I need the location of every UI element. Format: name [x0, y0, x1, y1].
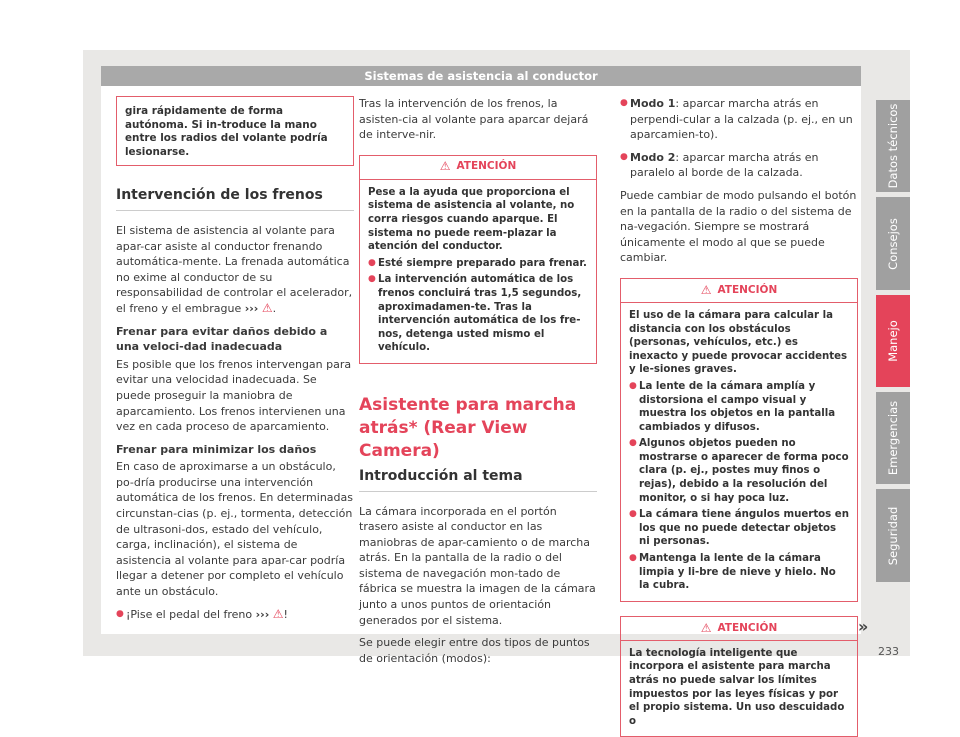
list-item: ● La intervención automática de los frenos concluirá tras 1,5 segundos, aproximadamen-te. Tras la intervención automática de los fre-nos, detenga usted mismo el vehículo.: [368, 273, 588, 355]
subheading: Frenar para minimizar los daños: [116, 442, 317, 456]
list-item: ● ¡Pise el pedal del freno ››› ⚠!: [116, 607, 354, 623]
tab-consejos[interactable]: Consejos: [876, 197, 910, 290]
list-item: ● Mantenga la lente de la cámara limpia y li-bre de nieve y hielo. No la cubra.: [629, 552, 849, 593]
list-item: ● Algunos objetos pueden no mostrarse o aparecer de forma poco clara (p. ej., postes muy finos o rejas), debido a la resolución del monitor, o si hay poca luz.: [629, 437, 849, 505]
page-header: Sistemas de asistencia al conductor: [101, 66, 861, 86]
paragraph: Tras la intervención de los frenos, la asisten-cia al volante para aparcar dejará de interve-nir.: [359, 97, 589, 142]
page-number: 233: [878, 645, 899, 658]
warning-header: ⚠ ATENCIÓN: [621, 617, 857, 641]
subheading: Frenar para evitar daños debido a una veloci-dad inadecuada: [116, 324, 328, 354]
continued-warning-box: gira rápidamente de forma autónoma. Si in-troduce la mano entre los radios del volante podría lesionarse.: [116, 96, 354, 166]
warning-triangle-icon: ⚠: [272, 606, 284, 621]
column-1: [116, 96, 354, 629]
paragraph: Se puede elegir entre dos tipos de puntos de orientación (modos):: [359, 636, 590, 665]
paragraph: La cámara incorporada en el portón trasero asiste al conductor en las maniobras de apar-camiento o de marcha atrás. En la pantalla de la radio o del sistema de navegación mon-tado de fábrica se muestra la imagen de la cámara junto a unos puntos de orientación generados por el sistema.: [359, 504, 596, 627]
paragraph: Puede cambiar de modo pulsando el botón en la pantalla de la radio o del sistema de na-vegación. Siempre se mostrará únicamente el modo al que se puede cambiar.: [620, 188, 857, 265]
warning-body: Pese a la ayuda que proporciona el sistema de asistencia al volante, no corra riesgos cuando aparque. El sistema no puede reem-plazar la atención del conductor. ● Esté siempre preparado para frenar. ● La intervención automática de los frenos concluirá tras 1,5 segundos, aproximadamen-te. Tras la intervención automática de los fre-nos, detenga usted mismo el vehículo.: [360, 180, 596, 363]
cross-reference[interactable]: ›››: [244, 301, 259, 315]
paragraph: En caso de aproximarse a un obstáculo, po-dría producirse una intervención automática de los frenos. En determinadas circunstan-cias (p. ej., tormenta, detección de ultrasoni-dos, estado del vehículo, carga, inclinación), el sistema de asistencia al volante para apar-car podría llegar a detener por completo el vehículo ante un obstáculo.: [116, 460, 353, 599]
list-item: ● La cámara tiene ángulos muertos en los que no puede detectar objetos ni personas.: [629, 508, 849, 549]
warning-triangle-icon: ⚠: [700, 620, 712, 635]
tab-emergencias[interactable]: Emergencias: [876, 392, 910, 484]
warning-triangle-icon: ⚠: [261, 300, 273, 315]
tab-manejo[interactable]: Manejo: [876, 295, 910, 387]
warning-body: La tecnología inteligente que incorpora el asistente para marcha atrás no puede salvar los límites impuestos por las leyes físicas y por el propio sistema. Un uso descuidado o: [629, 647, 845, 727]
column-3: [620, 96, 858, 737]
warning-body: El uso de la cámara para calcular la distancia con los obstáculos (personas, vehículos, etc.) es inexacto y puede provocar accidentes y le-siones graves. ● La lente de la cámara amplía y distorsiona el campo visual y muestra los objetos en la pantalla cambiados y difusos. ● Algunos objetos pueden no mostrarse o aparecer de forma poco clara (p. ej., postes muy finos o rejas), debido a la resolución del monitor, o si hay poca luz. ● La cámara tiene ángulos muertos en los que no puede detectar objetos ni personas. ● Mantenga la lente de la cámara limpia y li-bre de nieve y hielo. No la cubra.: [621, 303, 857, 601]
warning-header: ⚠ ATENCIÓN: [360, 156, 596, 180]
paragraph: El sistema de asistencia al volante para apar-car asiste al conductor frenando automática-mente. La frenada automática no exime al conductor de su responsabilidad de controlar el acelerador, el freno y el embrague ››› ⚠.: [116, 223, 353, 315]
column-2: [359, 96, 597, 673]
warning-header: ⚠ ATENCIÓN: [621, 279, 857, 303]
section-heading: Introducción al tema: [359, 469, 597, 492]
list-item: ● Esté siempre preparado para frenar.: [368, 257, 588, 271]
warning-box: [359, 155, 597, 364]
warning-box: [620, 616, 858, 737]
tab-seguridad[interactable]: Seguridad: [876, 489, 910, 582]
continue-arrow-icon: »: [858, 617, 869, 636]
warning-triangle-icon: ⚠: [439, 159, 451, 174]
list-item: ● Modo 1: aparcar marcha atrás en perpendi-cular a la calzada (p. ej., en un aparcamien-to).: [620, 96, 858, 143]
list-item: ● La lente de la cámara amplía y distorsiona el campo visual y muestra los objetos en la pantalla cambiados y difusos.: [629, 380, 849, 434]
paragraph: Es posible que los frenos intervengan para evitar una velocidad inadecuada. Se puede proseguir la maniobra de aparcamiento. Los frenos intervienen una vez en cada proceso de aparcamiento.: [116, 357, 352, 434]
warning-box: [620, 278, 858, 602]
warning-triangle-icon: ⚠: [700, 282, 712, 297]
tab-datos-tecnicos[interactable]: Datos técnicos: [876, 100, 910, 192]
section-heading: Intervención de los frenos: [116, 188, 354, 211]
chapter-title: Asistente para marcha atrás* (Rear View Camera): [359, 394, 577, 461]
cross-reference[interactable]: ›››: [255, 607, 270, 621]
list-item: ● Modo 2: aparcar marcha atrás en paralelo al borde de la calzada.: [620, 150, 858, 181]
